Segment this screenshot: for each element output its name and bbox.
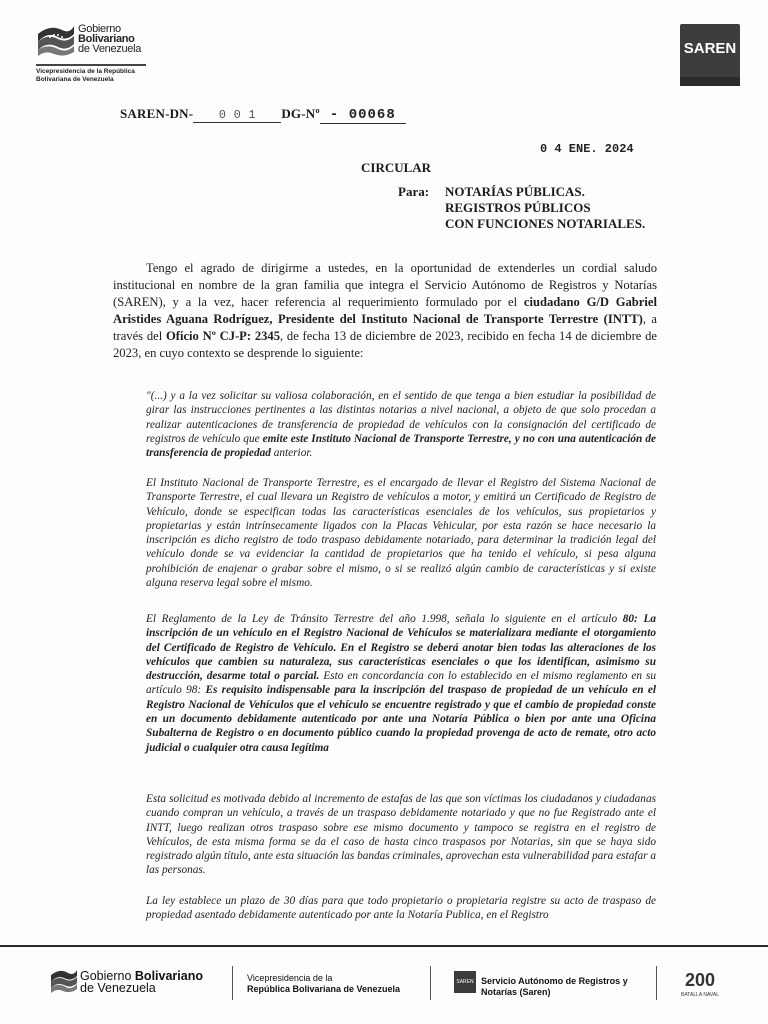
to-label: Para: <box>398 184 430 199</box>
document-title: CIRCULAR <box>361 160 432 175</box>
footer-saren-logo: SAREN <box>454 971 476 993</box>
venezuela-flag-icon <box>50 965 78 993</box>
bicentennial-subtitle: BATALLA NAVAL <box>681 992 719 998</box>
quote-paragraph-4: Esta solicitud es motivada debido al incremento de estafas de las que son víctimas los ciudadanos y ciudadanas cuando compran un vehículo, a través de un traspaso debidamente notariado y que no fue Registrado ante el INTT, luego realizan otros traspaso sobre ese mismo documento y tampoco se registra en el registro de Vehículos, de esta misma forma se da el caso de hasta cinco traspasos por Notarias, sin que se haya sido registrado algún título, ante esta situación las bandas criminales, aprovechan esta vulnerabilidad para estafar a las personas. <box>146 793 657 877</box>
quote-paragraph-1: "(...) y a la vez solicitar su valiosa colaboración, en el sentido de que tenga a bien estudiar la posibilidad de girar las instrucciones pertinentes a las distintas notarias a nivel nacional, a objeto de que solo procedan a realizar autenticaciones de transferencia de propiedad de vehículos con la consignación del certificado de registros de vehículo que emite este Instituto Nacional de Transporte Terrestre, y no con una autenticación de transferencia de propiedad anterior. <box>146 390 656 460</box>
reference-line <box>120 106 406 124</box>
vicepresidency-text: Vicepresidencia de la República Bolivariana de Venezuela <box>36 68 135 83</box>
dg-number: - 00068 <box>320 107 406 124</box>
footer-vicepresidency: Vicepresidencia de la República Bolivariana de Venezuela <box>247 973 401 994</box>
saren-logo-band <box>680 77 740 86</box>
recipient: NOTARÍAS PÚBLICAS. <box>445 184 585 199</box>
government-logo <box>36 18 186 88</box>
date-stamp: 0 4 ENE. 2024 <box>540 142 634 156</box>
dn-number: 0 0 1 <box>193 108 281 123</box>
footer-separator <box>656 966 657 1000</box>
saren-logo <box>680 24 740 86</box>
recipient: REGISTROS PÚBLICOS <box>445 200 591 215</box>
reference-prefix: SAREN-DN- <box>120 106 194 121</box>
footer-divider <box>0 945 768 947</box>
divider <box>36 64 146 66</box>
saren-logo-text: SAREN <box>683 40 737 57</box>
footer-separator <box>430 966 431 1000</box>
footer-government-logo <box>50 965 220 999</box>
venezuela-flag-icon <box>36 20 76 56</box>
footer-gov-text: Gobierno Bolivariano de Venezuela <box>80 969 203 995</box>
bicentennial-number: 200 <box>684 970 716 990</box>
quote-paragraph-2: El Instituto Nacional de Transporte Terrestre, es el encargado de llevar el Registro del Sistema Nacional de Transporte Terrestre, el cual llevara un Registro de vehículos a motor, y emitirá un Certificado de Registro de Vehículo, donde se especifican todas las características esenciales de los vehículos, sus propietarios y propietarias y están intrínsecamente ligados con la Placas Vehicular, por esta razón se hace necesario la inscripción es dicho registro de todo traspaso debidamente notariado, para determinar la tradición legal del vehículo donde se va evidenciar la cantidad de propietarios que ha tenido el vehículo, si pesa alguna prohibición de enajenar o grabar sobre el mismo, o si se realizó algún cambio de características y si existe alguna reserva legal sobre el mismo. <box>146 477 656 590</box>
intro-paragraph: Tengo el agrado de dirigirme a ustedes, en la oportunidad de extenderles un cordial saludo institucional en nombre de la gran familia que integra el Servicio Autónomo de Registros y Notarías (SAREN), y a la vez, hacer referencia al requerimiento formulado por el ciudadano G/D Gabriel Aristides Aguana Rodríguez, Presidente del Instituto Nacional de Transporte Terrestre (INTT), a través del Oficio Nº CJ-P: 2345, de fecha 13 de diciembre de 2023, recibido en fecha 14 de diciembre de 2023, en cuyo contexto se desprende lo siguiente: <box>113 261 658 360</box>
dg-label: DG-Nº <box>281 106 320 121</box>
footer-saren-text: Servicio Autónomo de Registros y Notarías (Saren) <box>481 976 628 997</box>
recipient: CON FUNCIONES NOTARIALES. <box>445 216 646 231</box>
quote-paragraph-5: La ley establece un plazo de 30 días para que todo propietario o propietaria registre su acto de traspaso de propiedad asentado debidamente autenticado por ante la Notaría Publica, en el Registro <box>146 895 656 922</box>
recipients-list <box>445 184 645 232</box>
quote-paragraph-3: El Reglamento de la Ley de Tránsito Terrestre del año 1.998, señala lo siguiente en el artículo 80: La inscripción de un vehículo en el Registro Nacional de Vehículos se materializara mediante el otorgamiento del Certificado de Registro de Vehículo. En el Registro se deberá anotar bien todas las alteraciones de los vehículos que cambien su naturaleza, sus características esenciales o que los identifican, asimismo su destrucción, desarme total o parcial. Esto en concordancia con lo establecido en el mismo reglamento en su artículo 98: Es requisito indispensable para la inscripción del traspaso de propiedad de un vehículo en el Registro Nacional de Vehículos que el vehículo se encuentre registrado y que el cambio de propiedad conste en un documento debidamente autenticado por ante una Notaría Pública o bien por ante una Oficina Subalterna de Registro o en documento público cuando la propiedad provenga de acto de remate, otro acto judicial o cualquier otra causa legítima <box>146 613 657 754</box>
footer-separator <box>232 966 233 1000</box>
bicentennial-logo <box>678 966 722 1000</box>
gov-logo-text: Gobierno Bolivariano de Venezuela <box>78 23 142 55</box>
